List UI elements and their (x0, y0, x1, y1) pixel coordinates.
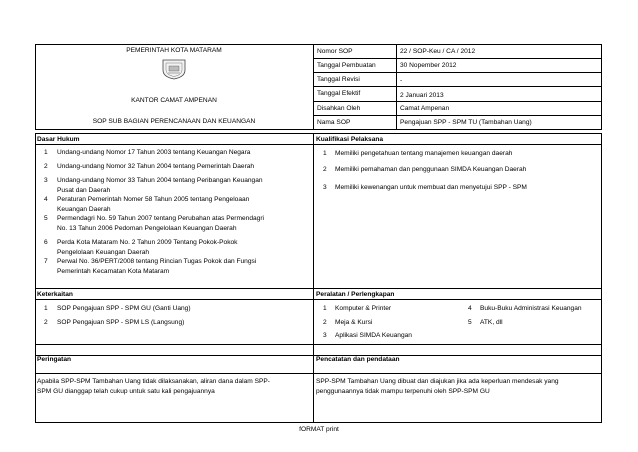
list-item-number: 7 (44, 258, 48, 265)
header-label-efektif: Tanggal Efektif (317, 90, 361, 97)
header-value-revisi: - (400, 77, 403, 84)
kualifikasi-title: Kualifikasi Pelaksana (316, 136, 384, 143)
list-item-number: 2 (323, 319, 327, 326)
list-item: SOP Pengajuan SPP - SPM LS (Langsung) (57, 319, 185, 326)
list-item-number: 2 (44, 163, 48, 170)
header-label-nama: Nama SOP (317, 119, 351, 126)
header-label-pembuatan: Tanggal Pembuatan (317, 62, 376, 69)
list-item-number: 2 (323, 166, 327, 173)
list-item-number: 3 (44, 177, 48, 184)
list-item-number: 2 (44, 319, 48, 326)
header-label-revisi: Tanggal Revisi (317, 76, 360, 83)
list-item: Undang-undang Nomor 17 Tahun 2003 tentang Keuangan Negara (57, 149, 251, 156)
list-item: ATK, dll (480, 319, 503, 326)
list-item-number: 6 (44, 239, 48, 246)
list-item-number: 1 (44, 305, 48, 312)
list-item: SOP Pengajuan SPP - SPM GU (Ganti Uang) (57, 305, 191, 312)
list-item: Meja & Kursi (335, 319, 373, 326)
list-item: Undang-undang Nomor 33 Tahun 2004 tentang Peribangan Keuangan (57, 177, 263, 184)
list-item-number: 4 (468, 305, 472, 312)
list-item: Perda Kota Mataram No. 2 Tahun 2009 Tentang Pokok-Pokok (57, 239, 238, 246)
header-value-pembuatan: 30 Nopember 2012 (400, 62, 457, 69)
peralatan-title: Peralatan / Perlengkapan (316, 291, 395, 298)
list-item: Memiliki pemahaman dan penggunaan SIMDA Keuangan Daerah (335, 166, 527, 173)
list-item-continuation: Pemerintah Kecamatan Kota Mataram (57, 268, 170, 275)
header-value-nomor: 22 / SOP-Keu / CA / 2012 (400, 48, 476, 55)
list-item-continuation: Keuangan Daerah (57, 206, 111, 213)
header-label-nomor: Nomor SOP (317, 48, 353, 55)
list-item-number: 5 (44, 215, 48, 222)
header-value-efektif: 2 Januari 2013 (400, 92, 444, 99)
page-footer: fORMAT print (299, 426, 339, 433)
pencatatan-title: Pencatatan dan pendataan (316, 356, 400, 363)
list-item-number: 4 (44, 196, 48, 203)
list-item-continuation: No. 13 Tahun 2006 Pedoman Pengelolaan Keuangan Daerah (57, 225, 237, 232)
list-item: Permendagri No. 59 Tahun 2007 tentang Perubahan atas Permendagri (57, 215, 264, 222)
list-item-number: 1 (323, 305, 327, 312)
list-item: Memiliki kewenangan untuk membuat dan menyetujui SPP - SPM (335, 184, 527, 191)
peringatan-text-line-2: SPM GU dianggap telah cukup untuk satu kali pengajuannya (37, 388, 215, 395)
list-item: Peraturan Pemerintah Nomer 58 Tahun 2005 tentang Pengeloaan (57, 196, 250, 203)
content-divider (313, 133, 314, 423)
division-name: SOP SUB BAGIAN PERENCANAAN DAN KEUANGAN (92, 118, 256, 125)
list-item: Memiliki pengetahuan tentang manajemen keuangan daerah (335, 150, 513, 157)
peringatan-text-line-1: Apabila SPP-SPM Tambahan Uang tidak dilaksanakan, aliran dana dalam SPP- (37, 378, 270, 385)
list-item: Perwal No. 36/PERT/2008 tentang Rincian Tugas Pokok dan Fungsi (57, 258, 257, 265)
list-item: Aplikasi SIMDA Keuangan (335, 332, 412, 339)
list-item: Buku-Buku Administrasi Keuangan (480, 305, 582, 312)
header-value-divider (396, 44, 397, 130)
header-value-nama: Pengajuan SPP - SPM TU (Tambahan Uang) (400, 119, 532, 126)
header-value-disahkan: Camat Ampenan (400, 105, 450, 112)
pencatatan-text-line-1: SPP-SPM Tambahan Uang dibuat dan diajukan jika ada keperluan mendesak yang (316, 378, 559, 385)
list-item-number: 1 (44, 149, 48, 156)
list-item-continuation: Pengelolaan Keuangan Daerah (57, 249, 150, 256)
list-item: Komputer & Printer (335, 305, 392, 312)
header-divider (313, 44, 314, 130)
org-name: PEMERINTAH KOTA MATARAM (126, 47, 222, 54)
keterkaitan-title: Keterkaitan (37, 291, 73, 298)
list-item-continuation: Pusat dan Daerah (57, 187, 111, 194)
list-item: Undang-undang Nomor 32 Tahun 2004 tentang Pemerintah Daerah (57, 163, 255, 170)
office-name: KANTOR CAMAT AMPENAN (131, 97, 217, 104)
list-item-number: 1 (323, 150, 327, 157)
header-label-disahkan: Disahkan Oleh (317, 105, 361, 112)
list-item-number: 5 (468, 319, 472, 326)
dasar-hukum-title: Dasar Hukum (37, 136, 80, 143)
peringatan-title: Peringatan (37, 356, 72, 363)
list-item-number: 3 (323, 184, 327, 191)
city-emblem-logo (160, 58, 188, 80)
pencatatan-text-line-2: penggunaannya tidak mampu terpenuhi oleh SPP-SPM GU (316, 388, 490, 395)
list-item-number: 3 (323, 332, 327, 339)
